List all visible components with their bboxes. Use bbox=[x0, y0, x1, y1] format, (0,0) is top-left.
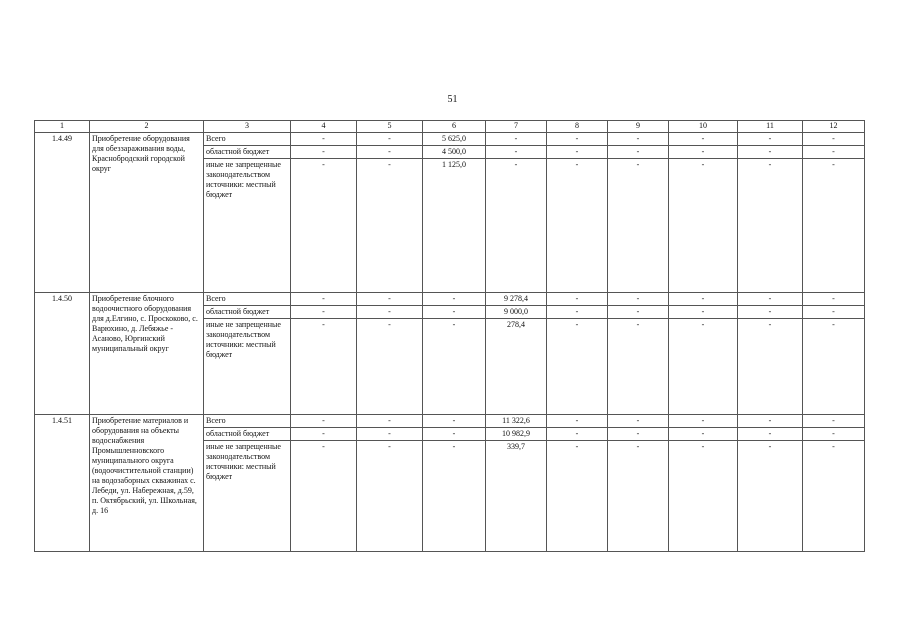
value-cell: - bbox=[608, 146, 669, 159]
value-cell: 4 500,0 bbox=[423, 146, 486, 159]
row-code: 1.4.50 bbox=[35, 293, 90, 415]
value-cell: - bbox=[423, 428, 486, 441]
value-cell: - bbox=[357, 159, 423, 293]
table-row bbox=[35, 293, 865, 306]
table-header-row bbox=[35, 121, 865, 133]
value-cell: - bbox=[738, 441, 803, 552]
funding-source-label: областной бюджет bbox=[204, 146, 291, 159]
value-cell: - bbox=[291, 133, 357, 146]
page-number: 51 bbox=[447, 94, 458, 105]
value-cell: 10 982,9 bbox=[486, 428, 547, 441]
value-cell: - bbox=[291, 415, 357, 428]
value-cell: - bbox=[803, 306, 865, 319]
value-cell: - bbox=[669, 428, 738, 441]
value-cell: - bbox=[738, 415, 803, 428]
value-cell: - bbox=[423, 319, 486, 415]
value-cell: - bbox=[486, 159, 547, 293]
value-cell: - bbox=[803, 428, 865, 441]
value-cell: - bbox=[669, 159, 738, 293]
funding-source-label: иные не запрещенные законодательством источники: местный бюджет bbox=[204, 319, 291, 415]
column-header: 1 bbox=[35, 121, 90, 133]
value-cell: - bbox=[547, 441, 608, 552]
value-cell: - bbox=[486, 133, 547, 146]
value-cell: 9 278,4 bbox=[486, 293, 547, 306]
value-cell: - bbox=[608, 415, 669, 428]
value-cell: 11 322,6 bbox=[486, 415, 547, 428]
value-cell: - bbox=[669, 293, 738, 306]
value-cell: 1 125,0 bbox=[423, 159, 486, 293]
value-cell: - bbox=[608, 159, 669, 293]
value-cell: - bbox=[669, 133, 738, 146]
value-cell: - bbox=[669, 441, 738, 552]
funding-source-label: областной бюджет bbox=[204, 306, 291, 319]
value-cell: - bbox=[547, 415, 608, 428]
value-cell: - bbox=[738, 293, 803, 306]
value-cell: - bbox=[669, 415, 738, 428]
value-cell: - bbox=[357, 306, 423, 319]
column-header: 7 bbox=[486, 121, 547, 133]
value-cell: - bbox=[357, 293, 423, 306]
value-cell: - bbox=[803, 159, 865, 293]
row-description: Приобретение блочного водоочистного оборудования для д.Елгино, с. Проскоково, с. Варюхино, д. Лебяжье - Асаново, Юргинский муниципальный округ bbox=[90, 293, 204, 415]
column-header: 3 bbox=[204, 121, 291, 133]
value-cell: - bbox=[608, 133, 669, 146]
table-row bbox=[35, 133, 865, 146]
column-header: 10 bbox=[669, 121, 738, 133]
column-header: 2 bbox=[90, 121, 204, 133]
value-cell: - bbox=[669, 146, 738, 159]
value-cell: - bbox=[423, 415, 486, 428]
value-cell: - bbox=[608, 293, 669, 306]
column-header: 11 bbox=[738, 121, 803, 133]
value-cell: - bbox=[803, 293, 865, 306]
value-cell: - bbox=[547, 319, 608, 415]
row-code: 1.4.49 bbox=[35, 133, 90, 293]
value-cell: - bbox=[357, 146, 423, 159]
value-cell: - bbox=[547, 293, 608, 306]
value-cell: - bbox=[608, 306, 669, 319]
table-row bbox=[35, 415, 865, 428]
value-cell: - bbox=[423, 441, 486, 552]
value-cell: - bbox=[357, 428, 423, 441]
value-cell: - bbox=[291, 441, 357, 552]
value-cell: - bbox=[547, 159, 608, 293]
funding-source-label: Всего bbox=[204, 415, 291, 428]
value-cell: - bbox=[608, 319, 669, 415]
row-description: Приобретение оборудования для обеззараживания воды, Краснобродский городской округ bbox=[90, 133, 204, 293]
column-header: 4 bbox=[291, 121, 357, 133]
budget-table bbox=[34, 120, 865, 552]
row-description: Приобретение материалов и оборудования на объекты водоснабжения Промышленновского муниципального округа (водоочистительной станции) на водозаборных скважинах с. Лебеди, ул. Набережная, д.59, п. Октябрьский, ул. Школьная, д. 16 bbox=[90, 415, 204, 552]
value-cell: - bbox=[291, 428, 357, 441]
value-cell: - bbox=[738, 133, 803, 146]
value-cell: - bbox=[803, 319, 865, 415]
funding-source-label: областной бюджет bbox=[204, 428, 291, 441]
value-cell: - bbox=[803, 415, 865, 428]
value-cell: - bbox=[291, 319, 357, 415]
value-cell: - bbox=[291, 306, 357, 319]
value-cell: - bbox=[357, 133, 423, 146]
column-header: 12 bbox=[803, 121, 865, 133]
value-cell: - bbox=[608, 428, 669, 441]
value-cell: - bbox=[291, 159, 357, 293]
value-cell: - bbox=[608, 441, 669, 552]
value-cell: - bbox=[669, 306, 738, 319]
column-header: 8 bbox=[547, 121, 608, 133]
value-cell: 339,7 bbox=[486, 441, 547, 552]
value-cell: 9 000,0 bbox=[486, 306, 547, 319]
row-code: 1.4.51 bbox=[35, 415, 90, 552]
value-cell: - bbox=[803, 146, 865, 159]
value-cell: - bbox=[357, 441, 423, 552]
value-cell: - bbox=[357, 415, 423, 428]
value-cell: - bbox=[547, 306, 608, 319]
value-cell: - bbox=[291, 146, 357, 159]
funding-source-label: иные не запрещенные законодательством источники: местный бюджет bbox=[204, 159, 291, 293]
value-cell: 5 625,0 bbox=[423, 133, 486, 146]
funding-source-label: Всего bbox=[204, 133, 291, 146]
column-header: 9 bbox=[608, 121, 669, 133]
value-cell: - bbox=[738, 319, 803, 415]
value-cell: - bbox=[423, 293, 486, 306]
value-cell: - bbox=[738, 428, 803, 441]
value-cell: - bbox=[669, 319, 738, 415]
value-cell: - bbox=[803, 133, 865, 146]
value-cell: - bbox=[291, 293, 357, 306]
value-cell: - bbox=[547, 428, 608, 441]
value-cell: - bbox=[486, 146, 547, 159]
column-header: 5 bbox=[357, 121, 423, 133]
funding-source-label: иные не запрещенные законодательством источники: местный бюджет bbox=[204, 441, 291, 552]
value-cell: 278,4 bbox=[486, 319, 547, 415]
value-cell: - bbox=[738, 306, 803, 319]
value-cell: - bbox=[547, 133, 608, 146]
value-cell: - bbox=[423, 306, 486, 319]
value-cell: - bbox=[547, 146, 608, 159]
value-cell: - bbox=[803, 441, 865, 552]
value-cell: - bbox=[357, 319, 423, 415]
value-cell: - bbox=[738, 146, 803, 159]
funding-source-label: Всего bbox=[204, 293, 291, 306]
value-cell: - bbox=[738, 159, 803, 293]
column-header: 6 bbox=[423, 121, 486, 133]
